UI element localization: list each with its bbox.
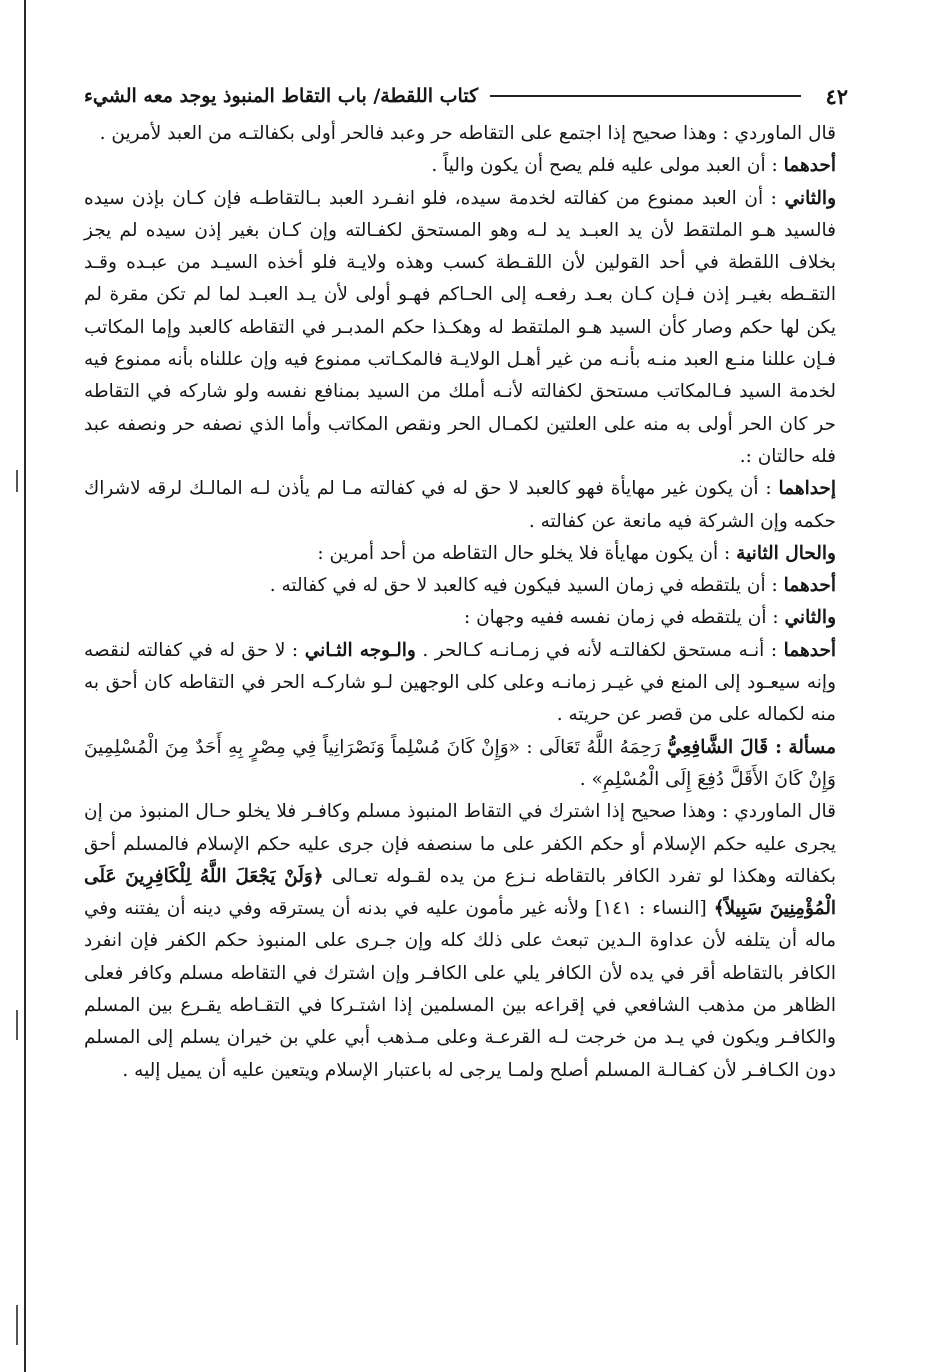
paragraph-8 [84,635,848,732]
scan-mark [16,1010,18,1040]
paragraph-text-continued: : لا حق له في كفالته لنقصه وإنه سيعـود إلى المنع في غيـر زمانـه وعلى كلى الوجهين لـو شاركـه الحر في التقاطه كان أحق به منه لكماله على من قصر عن حريته . [84,639,836,726]
paragraph-lead: والحال الثانية [736,542,836,564]
paragraph-7 [84,602,848,634]
issue-lead: مسألة [788,736,836,758]
paragraph-text: : أن العبد مولى عليه فلم يصح أن يكون والياً . [431,155,778,177]
paragraph-1 [84,118,848,150]
paragraph-lead: والثاني [784,607,836,629]
paragraph-10 [84,796,848,1087]
paragraph-text: : أن يكون مهايأة فلا يخلو حال التقاطه من أحد أمرين : [317,542,731,564]
paragraph-text: : أن يلتقطه في زمان نفسه ففيه وجهان : [463,607,779,629]
paragraph-lead: أحدهما [783,155,836,177]
paragraph-3 [84,183,848,474]
scan-mark [16,1305,18,1345]
paragraph-4 [84,473,848,538]
running-title: كتاب اللقطة/ باب التقاط المنبوذ يوجد معه الشيء [84,85,479,107]
paragraph-text: رَحِمَهُ اللَّهُ تَعَالَى : «وَإِنْ كَانَ مُسْلِماً وَنَصْرَانِياً فِي مِصْرٍ بِهِ أَحَدٌ مِنَ الْمُسْلِمِينَ وَإِنْ كَانَ الأَقَلَّ دُفِعَ إِلَى الْمُسْلِمِ» . [84,736,836,790]
paragraph-text: : أنـه مستحق لكفالتـه لأنه في زمـانـه كـالحر . [422,639,778,661]
scan-mark [16,470,18,492]
page-header [84,80,848,112]
paragraph-9 [84,732,848,797]
paragraph-5 [84,538,848,570]
paragraph-6 [84,570,848,602]
paragraph-lead: أحدهما [783,639,837,661]
paragraph-text: : أن يكون غير مهايأة فهو كالعبد لا حق له في كفالته مـا لم يأذن لـه المالـك لرقه لاشراك حكمه وإن الشركة فيه مانعة عن كفالته . [84,478,836,532]
paragraph-text-continued: [النساء : ١٤١] ولأنه غير مأمون عليه في بدنه أن يسترقه وفي دينه أن يفتنه وفي ماله أن يتلفه لأن عداوة الـدين تبعث على ذلك كله وإن جـرى على المنبوذ حكم الكفر فإن انفرد الكافر بالتقاطه أقر في يده لأن الكافر يلي على الكافـر وإن اشترك في التقاطه مسلم وكافر فعلى الظاهر من مذهب الشافعي في إقراعه بين المسلمين إذا اشتـركا في التقـاطه يقـرع بين المسلم والكافـر ويكون في يـد من خرجت لـه القرعـة وعلى مـذهب أبي علي بن خيران يسلم إلى المسلم دون الكـافـر لأن كفـالـة المسلم أصلح ولمـا يرجى له باعتبار الإسلام ويتعين عليه أن يميل إليه . [84,898,836,1081]
paragraph-text: قال الماوردي : وهذا صحيح إذا اجتمع على التقاطه حر وعبد فالحر أولى بكفالتـه من العبد لأمرين . [99,123,836,144]
page-number: ٤٢ [825,83,848,109]
paragraph-second-lead: والـوجه الثـاني [304,639,416,661]
margin-scan-marks [16,0,22,1372]
paragraph-text: : أن العبد ممنوع من كفالته لخدمة سيده، فلو انفـرد العبد بـالتقاطـه فإن كـان بإذن سيده فالسيد هـو الملتقط لأن يد العبـد يد لـه وهو المستحق لكفـالته وإن كـان بغير إذن سيده لم يجز بخلاف اللقطة في أحد القولين لأن اللقـطة كسب وهذه ولايـة فلو أخذه السيـد من عبـده وقـد التقـطه بغيـر إذن فـإن كـان بعـد رفعـه إلى الحـاكم فهـو أولى لأن يـد العبـد لما لم تكن مقرة لم يكن لها حكم وصار كأن السيد هـو الملتقط له وهكـذا حكم المدبـر في التقاطه كالعبد وإما المكاتب فـإن عللنا منـع العبد منـه بأنـه من غير أهـل الولايـة فالمكـاتب ممنوع فيه وإن عللناه بأنه ممنوع فيه لخدمة السيد فـالمكاتب مستحق لكفالته لأنـه أملك من السيد بمنافع نفسه ولو شاركه في التقاطه حر كان الحر أولى به منه على العلتين لكمـال الحر ونقص المكاتب وأما الذي نصفه حر ونصفه عبد فله حالتان :. [84,187,836,467]
left-margin-rule [24,0,26,1372]
header-rule [490,95,801,97]
imam-name: : قَالَ الشَّافِعِيُّ [667,736,782,758]
paragraph-lead: إحداهما [778,478,836,500]
paragraph-2 [84,150,848,182]
paragraph-lead: والثاني [784,187,836,209]
paragraph-text: : أن يلتقطه في زمان السيد فيكون فيه كالعبد لا حق له في كفالته . [269,575,778,597]
paragraph-text: قال الماوردي : وهذا صحيح إذا اشترك في التقاط المنبوذ مسلم وكافـر فلا يخلو حـال المنبوذ من إن يجرى عليه حكم الإسلام أو حكم الكفر على ما سنصفه فإن جرى عليه حكم الإسلام فالمسلم أحق بكفالته وهكذا لو تفرد الكافر بالتقاطه نـزع من يده لقـوله تعـالى [84,801,836,887]
paragraph-lead: أحدهما [783,575,836,597]
page-body [84,118,848,1087]
quran-verse: ﴿وَلَنْ يَجْعَلَ اللَّهُ لِلْكَافِرِينَ عَلَى الْمُؤْمِنِينَ سَبِيلاً﴾ [84,865,836,920]
